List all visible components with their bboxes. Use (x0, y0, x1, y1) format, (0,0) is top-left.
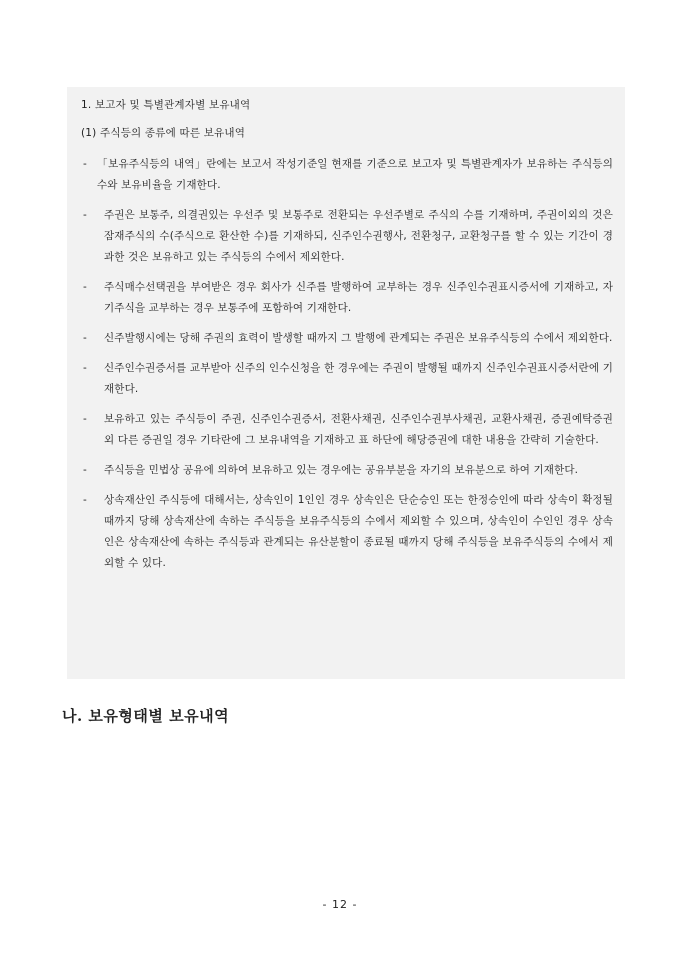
rule-text: 보유하고 있는 주식등이 주권, 신주인수권증서, 전환사채권, 신주인수권부사채권, 교환사채권, 증권예탁증권 외 다른 증권일 경우 기타란에 그 보유내역을 기재하고 표 하단에 해당증권에 대한 내용을 간략히 기술한다. (104, 413, 613, 446)
bullet-marker: - (83, 494, 87, 506)
rule-item (79, 277, 613, 319)
bullet-marker: - (83, 362, 87, 374)
rule-item (79, 205, 613, 268)
notice-heading-2: (1) 주식등의 종류에 따른 보유내역 (81, 127, 246, 139)
notice-heading-1: 1. 보고자 및 특별관계자별 보유내역 (81, 99, 251, 111)
instruction-notice-box (67, 87, 625, 679)
page-number: - 12 - (322, 898, 358, 911)
rule-item (79, 154, 613, 196)
rule-text: 신주인수권증서를 교부받아 신주의 인수신청을 한 경우에는 주권이 발행될 때까지 신주인수권표시증서란에 기재한다. (104, 362, 613, 395)
rule-text: 주식등을 민법상 공유에 의하여 보유하고 있는 경우에는 공유부분을 자기의 보유분으로 하여 기재한다. (104, 464, 579, 476)
bullet-marker: - (83, 332, 87, 344)
bullet-marker: - (83, 209, 87, 221)
bullet-marker: - (83, 281, 87, 293)
rule-text: 「보유주식등의 내역」란에는 보고서 작성기준일 현재를 기준으로 보고자 및 특별관계자가 보유하는 주식등의 수와 보유비율을 기재한다. (97, 158, 613, 191)
rule-item (79, 460, 613, 481)
bullet-marker: - (83, 464, 87, 476)
rule-text: 신주발행시에는 당해 주권의 효력이 발생할 때까지 그 발행에 관계되는 주권은 보유주식등의 수에서 제외한다. (104, 332, 613, 344)
rule-item (79, 358, 613, 400)
rule-text: 상속재산인 주식등에 대해서는, 상속인이 1인인 경우 상속인은 단순승인 또는 한정승인에 따라 상속이 확정될 때까지 당해 상속재산에 속하는 주식등을 보유주식등의 수에서 제외할 수 있으며, 상속인이 수인인 경우 상속인은 상속재산에 속하는 주식등과 관계되는 유산분할이 종료될 때까지 당해 주식등을 보유주식등의 수에서 제외할 수 있다. (104, 494, 613, 569)
rule-item (79, 490, 613, 574)
rule-item (79, 409, 613, 451)
section-title: 나. 보유형태별 보유내역 (62, 707, 230, 725)
bullet-marker: - (83, 158, 87, 170)
rule-text: 주권은 보통주, 의결권있는 우선주 및 보통주로 전환되는 우선주별로 주식의 수를 기재하며, 주권이외의 것은 잠재주식의 수(주식으로 환산한 수)를 기재하되, 신주인수권행사, 전환청구, 교환청구를 할 수 있는 기간이 경과한 것은 보유하고 있는 주식등의 수에서 제외한다. (104, 209, 613, 263)
rule-text: 주식매수선택권을 부여받은 경우 회사가 신주를 발행하여 교부하는 경우 신주인수권표시증서에 기재하고, 자기주식을 교부하는 경우 보통주에 포함하여 기재한다. (104, 281, 613, 314)
rule-item (79, 328, 613, 349)
bullet-marker: - (83, 413, 87, 425)
